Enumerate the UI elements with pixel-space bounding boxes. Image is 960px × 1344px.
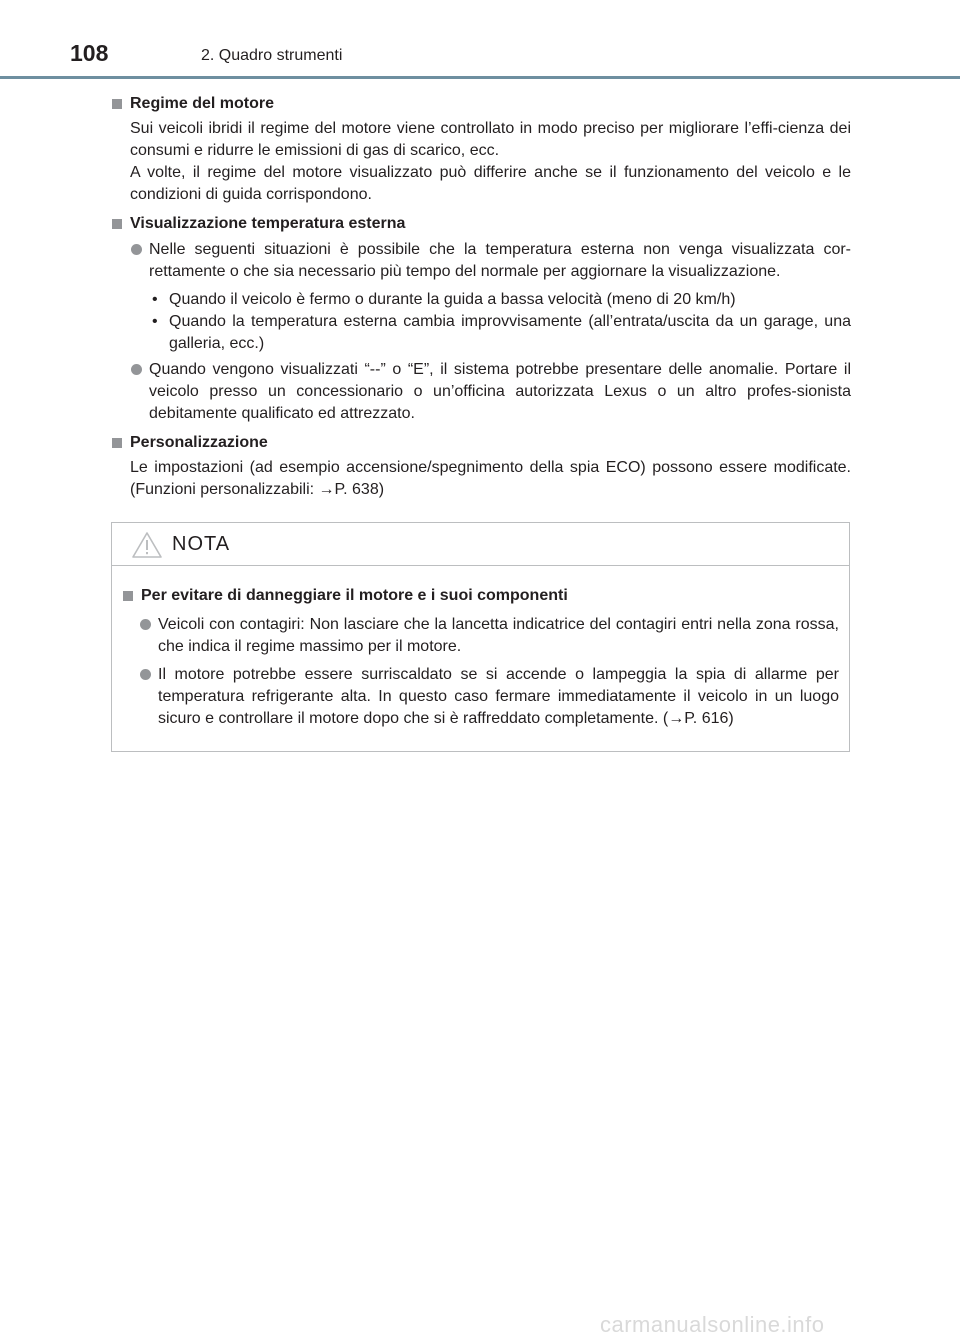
round-bullet-icon [131,244,142,255]
round-bullet-icon [140,619,151,630]
square-bullet-icon [112,438,122,448]
list-item [130,239,851,283]
section-heading-text: Personalizzazione [130,434,268,451]
note-list-item [139,614,839,658]
list-item-text: Nelle seguenti situazioni è possibile che la temperatura esterna non venga visualizzata cor-rettamente o che sia necessario più tempo del normale per aggiornare la visualizzazione. [149,241,851,280]
section-temperatura-esterna [111,212,851,425]
main-content [111,92,851,507]
note-title: NOTA [172,533,231,555]
list-item [130,359,851,425]
page-header [0,0,960,80]
warning-triangle-icon [131,531,163,559]
note-list-item-text: Veicoli con contagiri: Non lasciare che la lancetta indicatrice del contagiri entri nella zona rossa, che indica il regime massimo per il motore. [158,616,839,655]
note-box [111,522,850,752]
note-body [112,566,849,730]
square-bullet-icon [112,99,122,109]
watermark-logo [600,1312,950,1340]
note-heading [122,584,839,608]
note-list-item-text: Il motore potrebbe essere surriscaldato se si accende o lampeggia la spia di allarme per temperatura refrigerante alta. In questo caso fermare immediatamente il veicolo in un luogo sicuro e controllare il motore dopo che si è raffreddato completamente. (→P. 616) [158,666,839,727]
list-item-text: Quando vengono visualizzati “--” o “E”, il sistema potrebbe presentare delle anomalie. Portare il veicolo presso un concessionario o un’officina autorizzata Lexus o un altro profes-sionista debitamente qualificato ed attrezzato. [149,361,851,422]
section-regime-motore [111,92,851,206]
paragraph: Le impostazioni (ad esempio accensione/spegnimento della spia ECO) possono essere modificate. (Funzioni personalizzabili: →P. 638) [130,459,851,498]
sub-list [149,289,851,355]
sub-list-item-text: Quando la temperatura esterna cambia improvvisamente (all’entrata/uscita da un garage, una galleria, ecc.) [169,313,851,352]
small-bullet-icon: • [152,313,158,330]
round-bullet-icon [140,669,151,680]
section-heading [111,212,851,236]
round-bullet-icon [131,364,142,375]
square-bullet-icon [112,219,122,229]
paragraph: Sui veicoli ibridi il regime del motore viene controllato in modo preciso per migliorare l’effi-cienza dei consumi e ridurre le emissioni di gas di scarico, ecc. [130,120,851,159]
chapter-title: 2. Quadro strumenti [201,47,343,64]
header-rule [0,76,960,79]
paragraph: A volte, il regime del motore visualizzato può differire anche se il funzionamento del veicolo e le condizioni di guida corrispondono. [130,164,851,203]
section-heading [111,92,851,116]
section-personalizzazione [111,431,851,501]
note-header [112,523,849,566]
sub-list-item-text: Quando il veicolo è fermo o durante la guida a bassa velocità (meno di 20 km/h) [169,291,736,308]
note-list-item [139,664,839,730]
section-heading [111,431,851,455]
svg-text:carmanualsonline.info: carmanualsonline.info [600,1312,825,1337]
note-heading-text: Per evitare di danneggiare il motore e i suoi componenti [141,587,568,604]
page-number: 108 [70,40,109,66]
sub-list-item [149,289,851,311]
square-bullet-icon [123,591,133,601]
small-bullet-icon: • [152,291,158,308]
section-heading-text: Visualizzazione temperatura esterna [130,215,406,232]
section-heading-text: Regime del motore [130,95,275,112]
sub-list-item [149,311,851,355]
